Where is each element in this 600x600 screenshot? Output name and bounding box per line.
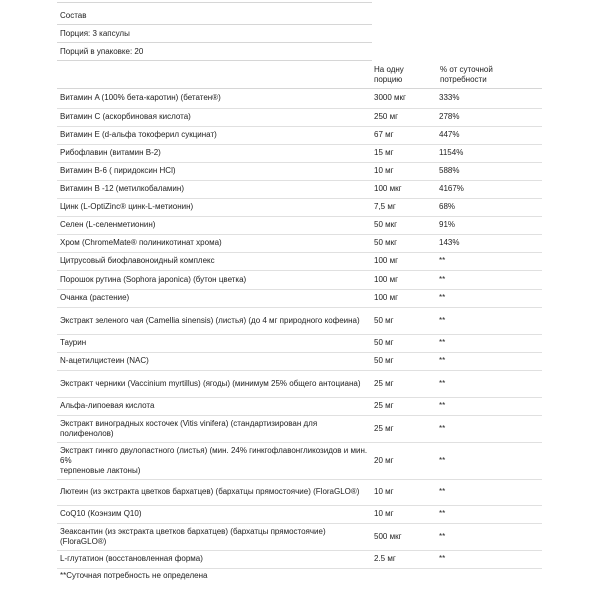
ingredient-percent: **	[438, 252, 542, 270]
ingredient-amount: 10 мг	[372, 505, 438, 523]
table-row	[57, 89, 542, 108]
table-row	[57, 479, 542, 505]
table-row	[57, 415, 542, 442]
table-row	[57, 352, 542, 370]
ingredients-table	[57, 89, 542, 569]
ingredient-amount: 20 мг	[372, 442, 438, 479]
servings-per-pack: Порций в упаковке: 20	[57, 43, 372, 61]
ingredient-name: N-ацетилцистеин (NAC)	[57, 352, 372, 370]
ingredient-amount: 50 мкг	[372, 216, 438, 234]
ingredient-amount: 25 мг	[372, 415, 438, 442]
ingredient-amount: 100 мг	[372, 252, 438, 270]
ingredient-amount: 50 мкг	[372, 234, 438, 252]
ingredient-name: Витамин B -12 (метилкобаламин)	[57, 180, 372, 198]
table-row	[57, 523, 542, 550]
ingredient-name: Очанка (растение)	[57, 289, 372, 307]
ingredient-name: Экстракт гинкго двулопастного (листья) (мин. 24% гинкгофлавонгликозидов и мин. 6%	[60, 445, 368, 465]
table-row	[57, 397, 542, 415]
ingredient-name: CoQ10 (Коэнзим Q10)	[57, 505, 372, 523]
ingredient-name: Хром (ChromeMate® полиникотинат хрома)	[57, 234, 372, 252]
table-row	[57, 198, 542, 216]
table-row	[57, 252, 542, 270]
table-row	[57, 144, 542, 162]
table-row	[57, 270, 542, 289]
ingredient-percent: 278%	[438, 108, 542, 126]
ingredient-percent: **	[438, 370, 542, 397]
serving-size: Порция: 3 капсулы	[57, 25, 372, 43]
table-row	[57, 442, 542, 479]
ingredient-percent: **	[438, 307, 542, 334]
ingredient-name: Экстракт черники (Vaccinium myrtillus) (ягоды) (минимум 25% общего антоциана)	[57, 370, 372, 397]
ingredient-name: Порошок рутина (Sophora japonica) (бутон цветка)	[57, 270, 372, 289]
table-row	[57, 162, 542, 180]
column-header-percent: % от суточной потребности	[440, 65, 493, 84]
ingredient-amount: 50 мг	[372, 307, 438, 334]
ingredient-percent: **	[438, 442, 542, 479]
ingredient-amount: 15 мг	[372, 144, 438, 162]
footnote: **Суточная потребность не определена	[60, 571, 208, 580]
ingredient-name-continued: терпеновые лактоны)	[60, 465, 141, 475]
table-row	[57, 180, 542, 198]
ingredient-name: Витамин A (100% бета-каротин) (бетатен®)	[57, 89, 372, 108]
ingredient-name: Цинк (L-OptiZinc® цинк-L-метионин)	[57, 198, 372, 216]
ingredient-name: Селен (L-селенметионин)	[57, 216, 372, 234]
ingredient-name-cell	[57, 442, 372, 479]
table-row	[57, 216, 542, 234]
ingredient-percent: 68%	[438, 198, 542, 216]
ingredient-percent: **	[438, 505, 542, 523]
table-row	[57, 307, 542, 334]
ingredient-amount: 2.5 мг	[372, 550, 438, 568]
ingredient-name: Рибофлавин (витамин B-2)	[57, 144, 372, 162]
ingredient-name: Альфа-липоевая кислота	[57, 397, 372, 415]
ingredient-percent: 447%	[438, 126, 542, 144]
ingredient-percent: 4167%	[438, 180, 542, 198]
table-row	[57, 108, 542, 126]
ingredient-amount: 25 мг	[372, 397, 438, 415]
ingredient-amount: 67 мг	[372, 126, 438, 144]
ingredient-percent: 91%	[438, 216, 542, 234]
table-row	[57, 370, 542, 397]
top-divider	[57, 2, 372, 3]
ingredient-amount: 250 мг	[372, 108, 438, 126]
table-row	[57, 289, 542, 307]
ingredient-name: Лютеин (из экстракта цветков бархатцев) (бархатцы прямостоячие) (FloraGLO®)	[57, 479, 372, 505]
ingredient-name: Экстракт виноградных косточек (Vitis vinifera) (стандартизирован для полифенолов)	[57, 415, 372, 442]
ingredient-percent: 1154%	[438, 144, 542, 162]
ingredient-amount: 25 мг	[372, 370, 438, 397]
column-header-amount: На одну порцию	[374, 65, 404, 84]
table-row	[57, 234, 542, 252]
ingredient-percent: **	[438, 479, 542, 505]
ingredient-percent: **	[438, 397, 542, 415]
facts-title: Состав	[57, 8, 372, 25]
ingredient-percent: 588%	[438, 162, 542, 180]
ingredient-amount: 10 мг	[372, 479, 438, 505]
ingredient-amount: 500 мкг	[372, 523, 438, 550]
ingredient-amount: 100 мг	[372, 289, 438, 307]
ingredient-amount: 10 мг	[372, 162, 438, 180]
table-row	[57, 126, 542, 144]
column-header-row	[57, 61, 542, 89]
ingredient-amount: 100 мг	[372, 270, 438, 289]
ingredient-name: Цитрусовый биофлавоноидный комплекс	[57, 252, 372, 270]
ingredient-percent: 143%	[438, 234, 542, 252]
ingredient-name: Таурин	[57, 334, 372, 352]
table-row	[57, 550, 542, 568]
ingredient-percent: **	[438, 550, 542, 568]
ingredient-amount: 3000 мкг	[372, 89, 438, 108]
ingredient-name: Витамин E (d-альфа токоферил сукцинат)	[57, 126, 372, 144]
ingredient-percent: **	[438, 289, 542, 307]
ingredient-percent: **	[438, 523, 542, 550]
ingredient-name: L-глутатион (восстановленная форма)	[57, 550, 372, 568]
ingredient-percent: **	[438, 415, 542, 442]
ingredient-percent: **	[438, 352, 542, 370]
ingredient-name: Витамин B-6 ( пиридоксин HCl)	[57, 162, 372, 180]
table-row	[57, 505, 542, 523]
ingredient-amount: 7,5 мг	[372, 198, 438, 216]
ingredient-percent: **	[438, 270, 542, 289]
ingredient-percent: 333%	[438, 89, 542, 108]
ingredient-name: Зеаксантин (из экстракта цветков бархатцев) (бархатцы прямостоячие) (FloraGLO®)	[57, 523, 372, 550]
ingredient-percent: **	[438, 334, 542, 352]
ingredient-name: Экстракт зеленого чая (Camellia sinensis) (листья) (до 4 мг природного кофеина)	[57, 307, 372, 334]
ingredient-amount: 50 мг	[372, 334, 438, 352]
ingredient-name: Витамин C (аскорбиновая кислота)	[57, 108, 372, 126]
ingredient-amount: 100 мкг	[372, 180, 438, 198]
table-row	[57, 334, 542, 352]
ingredient-amount: 50 мг	[372, 352, 438, 370]
